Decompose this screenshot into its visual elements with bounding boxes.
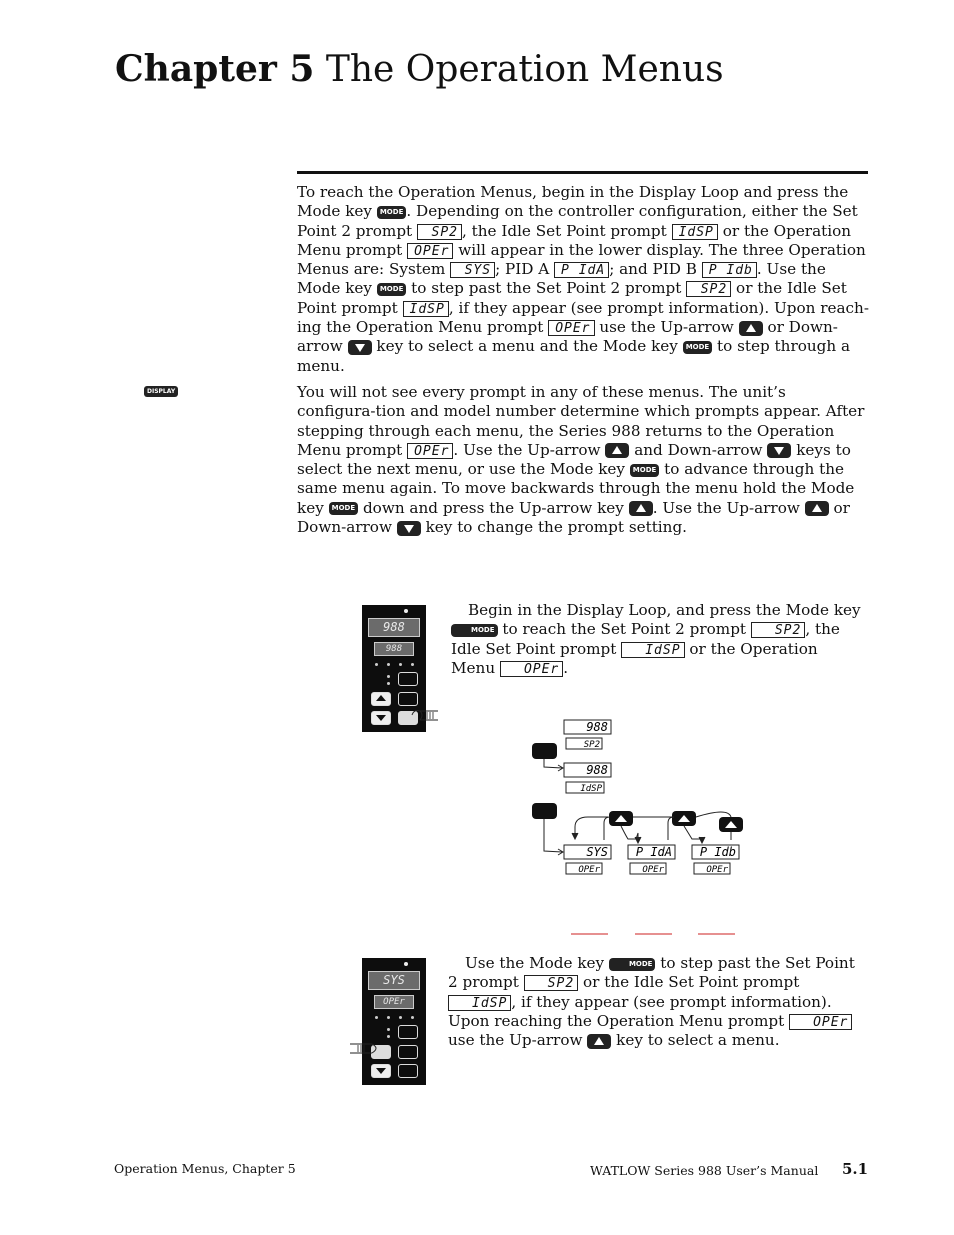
intro-paragraph: To reach the Operation Menus, begin in the Display Loop and press the Mode key MODE . Depending on the controller configuration, either the Set Point 2 prompt SP2 , the Idle Set Point prompt IdSP or the Operation Menu prompt OPEr will appear in the lower display. The three Operation Menus are: System SYS ; PID A P IdA ; and PID B P Idb . Use the Mode key MODE to step past the Set Point 2 prompt SP2 or the Idle Set Point prompt IdSP , if they appear (see prompt information). Upon reach-ing the Operation Menu prompt OPEr use the Up-arrow or Down-arrow key to select a menu and the Mode key MODE to step through a menu. <box>297 183 869 375</box>
pidb-prompt: P Idb <box>702 262 757 278</box>
mode-key-icon: MODE <box>609 958 656 971</box>
idsp-prompt: IdSP <box>448 995 511 1011</box>
mode-button <box>398 1045 418 1059</box>
up-arrow-key-icon <box>739 321 763 336</box>
mode-key-icon <box>532 803 557 819</box>
sp2-prompt: SP2 <box>751 622 805 638</box>
svg-text:SP2: SP2 <box>583 740 600 750</box>
page-number: 5.1 <box>842 1160 869 1178</box>
sp2-prompt: SP2 <box>524 975 578 991</box>
menu-pida <box>628 845 675 875</box>
up-arrow-key-icon <box>609 811 633 826</box>
lower-display: 988 <box>374 642 414 656</box>
status-dot <box>387 1016 390 1019</box>
chapter-name: The Operation Menus <box>325 49 724 90</box>
status-dot <box>375 1016 378 1019</box>
chapter-title <box>115 48 724 90</box>
svg-text:988: 988 <box>586 763 608 777</box>
indicator-light <box>404 962 408 966</box>
mode-key-icon: MODE <box>683 341 713 354</box>
down-arrow-key-icon <box>348 340 372 355</box>
up-arrow-key-icon <box>719 817 743 832</box>
menu-navigation-paragraph: You will not see every prompt in any of these menus. The unit’s configura-tion and model number determine which prompts appear. After stepping through each menu, the Series 988 returns to the Operation Menu prompt OPEr . Use the Up-arrow and Down-arrow keys to select the next menu, or use the Mode key MODE to advance through the same menu again. To move backwards through the menu hold the Mode key MODE down and press the Up-arrow key . Use the Up-arrow or Down-arrow key to change the prompt setting. <box>297 383 865 537</box>
pida-prompt: P IdA <box>554 262 609 278</box>
up-arrow-key-icon <box>629 501 653 516</box>
sp2-prompt: SP2 <box>686 281 731 297</box>
svg-text:988: 988 <box>586 720 608 734</box>
indicator-light <box>404 609 408 613</box>
menu-flow-diagram <box>530 715 750 940</box>
footer-chapter-label: Operation Menus, Chapter 5 <box>114 1161 296 1176</box>
oper-prompt: OPEr <box>548 320 594 336</box>
status-dot <box>411 663 414 666</box>
status-dot <box>375 663 378 666</box>
svg-text:P IdA: P IdA <box>635 845 672 859</box>
idsp-prompt: IdSP <box>621 642 684 658</box>
status-dot <box>387 1035 390 1038</box>
svg-text:IdSP: IdSP <box>580 784 602 794</box>
mode-key-icon: MODE <box>451 624 498 637</box>
up-arrow-key-icon <box>672 811 696 826</box>
pressed-button <box>398 1064 418 1078</box>
svg-text:OPEr: OPEr <box>578 865 600 875</box>
status-dot <box>387 1028 390 1031</box>
display-button <box>398 1025 418 1039</box>
oper-prompt: OPEr <box>500 661 563 677</box>
status-dot <box>387 675 390 678</box>
sys-prompt: SYS <box>450 262 495 278</box>
mode-key-icon <box>532 743 557 759</box>
oper-prompt: OPEr <box>407 243 453 259</box>
sp2-prompt: SP2 <box>417 224 462 240</box>
up-arrow-key-icon <box>605 443 629 458</box>
step1-paragraph: Begin in the Display Loop, and press the Mode key MODE to reach the Set Point 2 prompt SP2 , the Idle Set Point prompt IdSP or the Operation Menu OPEr . <box>451 601 861 677</box>
menu-sys <box>564 845 611 875</box>
upper-display: 988 <box>368 618 420 637</box>
readout-sp2 <box>564 720 611 750</box>
down-arrow-key-icon <box>397 521 421 536</box>
svg-text:SYS: SYS <box>586 845 608 859</box>
up-button <box>371 692 391 706</box>
mode-key-icon: MODE <box>377 206 407 219</box>
svg-text:P Idb: P Idb <box>699 845 736 859</box>
mode-key-icon: MODE <box>329 502 359 515</box>
upper-display: SYS <box>368 971 420 990</box>
chapter-number: Chapter 5 <box>115 48 315 90</box>
down-button <box>371 1064 391 1078</box>
section-rule <box>297 171 868 174</box>
oper-prompt: OPEr <box>407 443 453 459</box>
step2-paragraph: Use the Mode key MODE to step past the Set Point 2 prompt SP2 or the Idle Set Point prompt IdSP , if they appear (see prompt information). Upon reaching the Operation Menu prompt OPEr use the Up-arrow key to select a menu. <box>448 954 855 1050</box>
display-key-icon: DISPLAY <box>144 386 178 397</box>
footer-manual-title: WATLOW Series 988 User’s Manual <box>590 1163 819 1178</box>
display-button <box>398 672 418 686</box>
status-dot <box>411 1016 414 1019</box>
down-arrow-key-icon <box>767 443 791 458</box>
status-dot <box>387 663 390 666</box>
menu-pidb <box>692 845 739 875</box>
readout-idsp <box>564 763 611 794</box>
svg-text:OPEr: OPEr <box>642 865 664 875</box>
mode-key-icon: MODE <box>377 283 407 296</box>
status-dot <box>399 1016 402 1019</box>
idsp-prompt: IdSP <box>403 301 449 317</box>
lower-display: OPEr <box>374 995 414 1009</box>
svg-text:OPEr: OPEr <box>706 865 728 875</box>
idsp-prompt: IdSP <box>672 224 718 240</box>
finger-press-icon <box>410 703 440 728</box>
finger-press-icon <box>350 1040 382 1062</box>
mode-key-icon: MODE <box>630 464 660 477</box>
down-button <box>371 711 391 725</box>
up-arrow-key-icon <box>587 1034 611 1049</box>
up-arrow-key-icon <box>805 501 829 516</box>
oper-prompt: OPEr <box>789 1014 852 1030</box>
controller-panel-illustration <box>362 958 426 1085</box>
status-dot <box>399 663 402 666</box>
status-dot <box>387 682 390 685</box>
